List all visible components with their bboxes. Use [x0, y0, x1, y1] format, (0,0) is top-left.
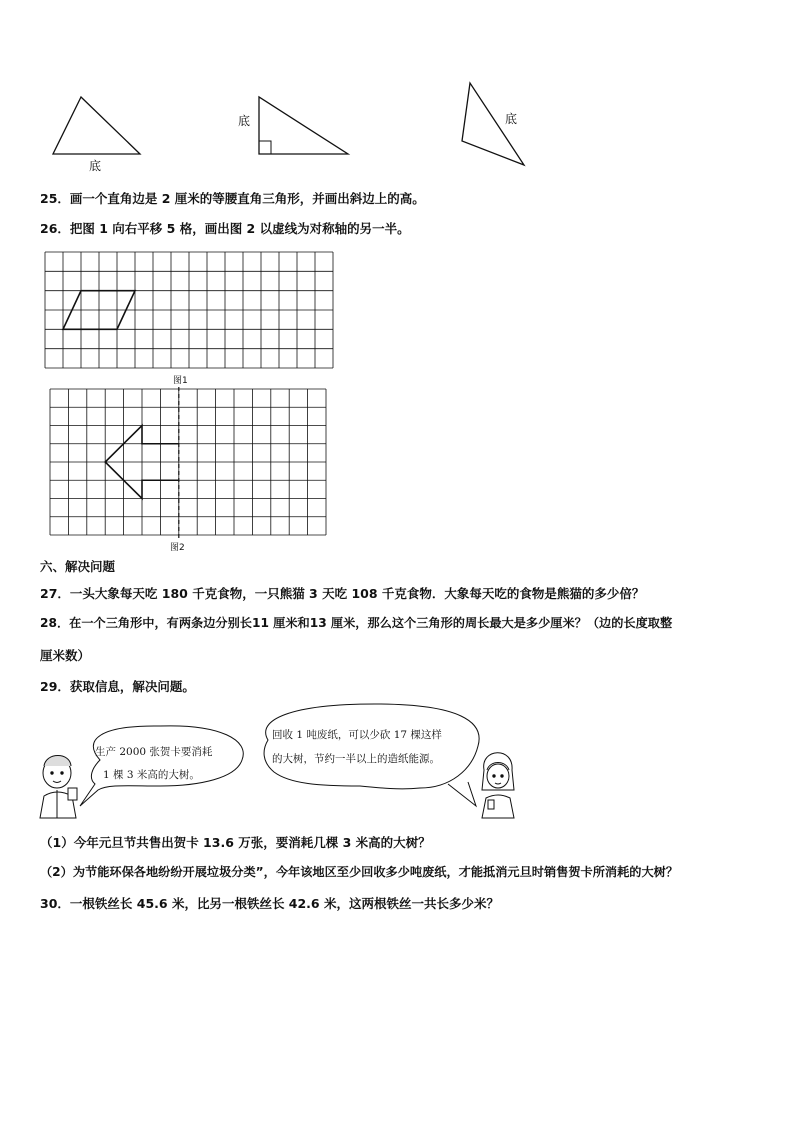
question-25: 25．画一个直角边是 2 厘米的等腰直角三角形，并画出斜边上的高。 [40, 191, 425, 206]
figure-2-caption: 图2 [170, 543, 185, 553]
question-28-line-1: 28．在一个三角形中，有两条边分别长11 厘米和13 厘米，那么这个三角形的周长最大是多少厘米？（边的长度取整 [40, 616, 673, 630]
section-heading: 六、解决问题 [40, 559, 116, 574]
question-30: 30．一根铁丝长 45.6 米，比另一根铁丝长 42.6 米，这两根铁丝一共长多少米？ [40, 896, 499, 911]
question-29-part-1: （1）今年元旦节共售出贺卡 13.6 万张，要消耗几棵 3 米高的大树？ [40, 835, 431, 850]
right-bubble-line-1: 回收 1 吨废纸，可以少砍 17 棵这样 [272, 729, 442, 741]
question-27: 27．一头大象每天吃 180 千克食物，一只熊猫 3 天吃 108 千克食物．大象每天吃的食物是熊猫的多少倍？ [40, 586, 645, 601]
question-28-line-2: 厘米数） [40, 648, 91, 663]
triangle-3-base-label: 底 [505, 112, 518, 126]
left-bubble-line-1: 生产 2000 张贺卡要消耗 [95, 746, 213, 758]
question-29-part-2: （2）为节能环保各地纷纷开展垃圾分类”，今年该地区至少回收多少吨废纸，才能抵消元旦时销售贺卡所消耗的大树？ [40, 865, 679, 879]
triangle-2-base-label: 底 [238, 114, 251, 128]
question-29: 29．获取信息，解决问题。 [40, 679, 195, 694]
left-bubble-line-2: 1 棵 3 米高的大树。 [103, 769, 200, 781]
triangle-1-base-label: 底 [89, 159, 102, 173]
question-26: 26．把图 1 向右平移 5 格，画出图 2 以虚线为对称轴的另一半。 [40, 221, 410, 236]
figure-1-caption: 图1 [173, 376, 188, 386]
right-bubble-line-2: 的大树，节约一半以上的造纸能源。 [272, 753, 440, 765]
